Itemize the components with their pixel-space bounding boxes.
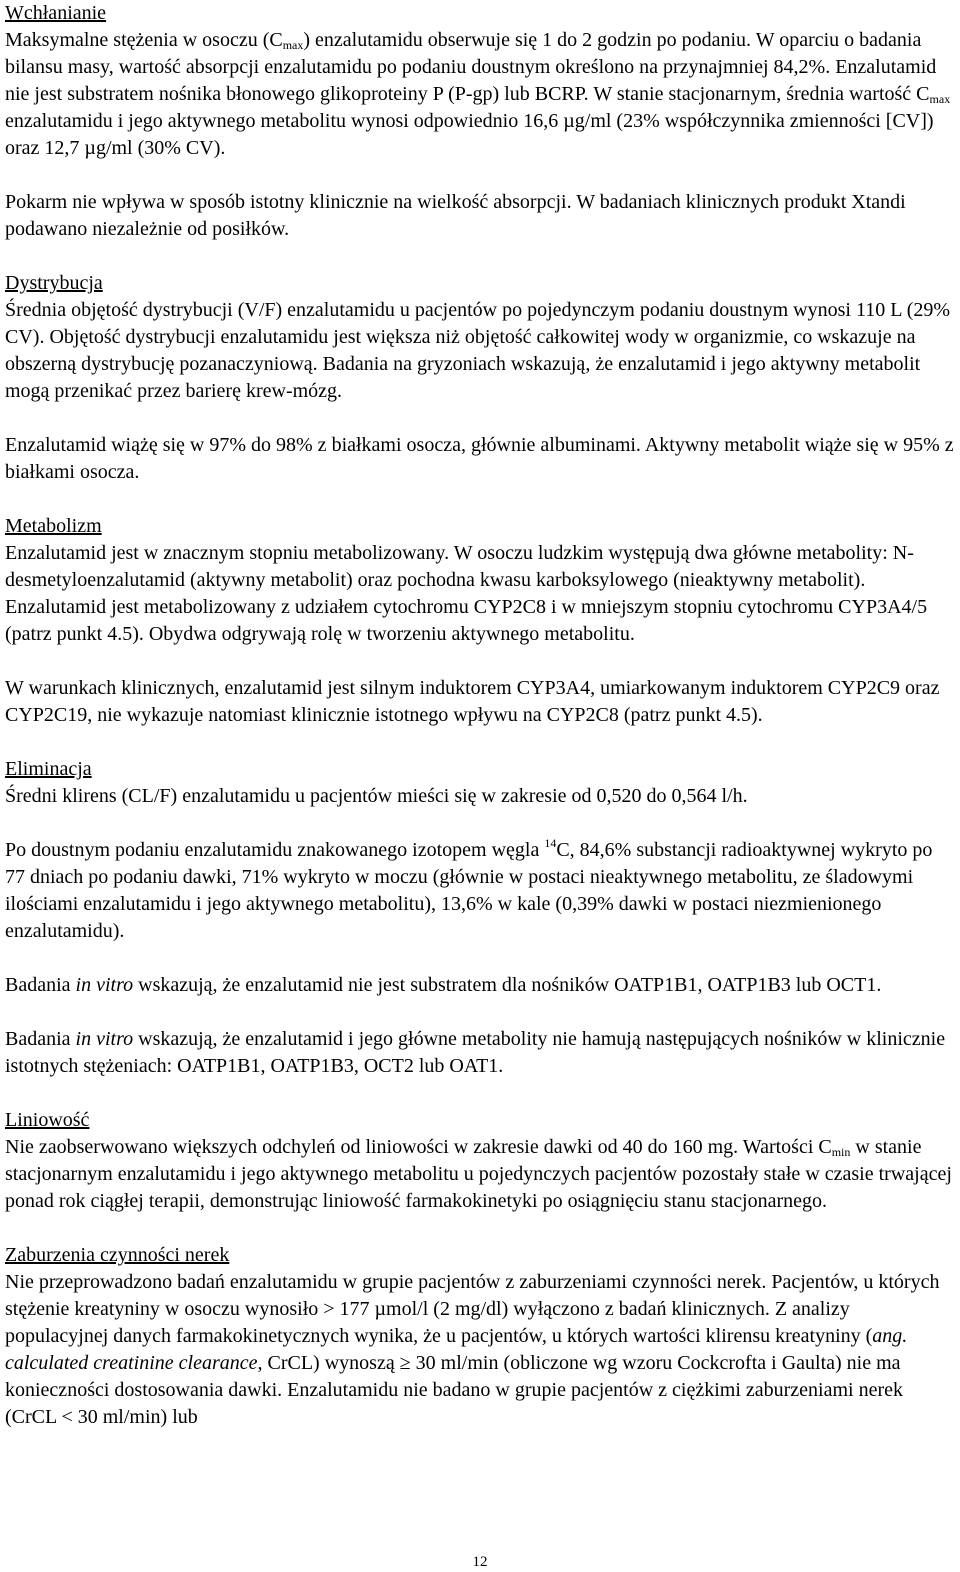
paragraph-elimination-4 bbox=[5, 1026, 955, 1080]
subscript-min: min bbox=[831, 1145, 851, 1159]
text-fragment: Badania bbox=[5, 1028, 76, 1050]
paragraph-gap bbox=[5, 243, 955, 270]
text-fragment: Po doustnym podaniu enzalutamidu znakowanego izotopem węgla bbox=[5, 839, 545, 861]
paragraph-metabolism-1: Enzalutamid jest w znacznym stopniu metabolizowany. W osoczu ludzkim występują dwa główne metabolity: N-desmetyloenzalutamid (aktywny metabolit) oraz pochodna kwasu karboksylowego (nieaktywny metabolit). Enzalutamid jest metabolizowany z udziałem cytochromu CYP2C8 i w mniejszym stopniu cytochromu CYP3A4/5 (patrz punkt 4.5). Obydwa odgrywają rolę w tworzeniu aktywnego metabolitu. bbox=[5, 542, 928, 645]
paragraph-gap bbox=[5, 1215, 955, 1242]
subscript-max: max bbox=[929, 92, 951, 106]
document-page bbox=[5, 0, 955, 1431]
paragraph-absorption-2: Pokarm nie wpływa w sposób istotny klinicznie na wielkość absorpcji. W badaniach klinicznych produkt Xtandi podawano niezależnie od posiłków. bbox=[5, 191, 906, 240]
paragraph-gap bbox=[5, 162, 955, 189]
paragraph-gap bbox=[5, 1080, 955, 1107]
text-fragment: Maksymalne stężenia w osoczu (C bbox=[5, 29, 283, 51]
paragraph-gap bbox=[5, 729, 955, 756]
text-fragment: Badania bbox=[5, 974, 76, 996]
paragraph-elimination-2 bbox=[5, 837, 955, 945]
text-fragment: ) enzalutamidu obserwuje się 1 do 2 godzin po podaniu. W oparciu o badania bilansu masy, wartość absorpcji enzalutamidu po podaniu doustnym określono na przynajmniej 84,2%. Enzalutamid nie jest substratem nośnika błonowego glikoproteiny P (P-gp) lub BCRP. W stanie stacjonarnym, średnia wartość C bbox=[5, 29, 937, 105]
paragraph-gap bbox=[5, 648, 955, 675]
text-fragment: Nie przeprowadzono badań enzalutamidu w grupie pacjentów z zaburzeniami czynności nerek. Pacjentów, u których stężenie kreatyniny w osoczu wynosiło > 177 µmol/l (2 mg/dl) wyłączono z badań klinicznych. Z analizy populacyjnej danych farmakokinetycznych wynika, że u pacjentów, u których wartości klirensu kreatyniny ( bbox=[5, 1271, 940, 1347]
paragraph-metabolism-2: W warunkach klinicznych, enzalutamid jest silnym induktorem CYP3A4, umiarkowanym induktorem CYP2C9 oraz CYP2C19, nie wykazuje natomiast klinicznie istotnego wpływu na CYP2C8 (patrz punkt 4.5). bbox=[5, 677, 940, 726]
page-number: 12 bbox=[472, 1554, 488, 1570]
paragraph-renal-1 bbox=[5, 1269, 955, 1431]
paragraph-distribution-1: Średnia objętość dystrybucji (V/F) enzalutamidu u pacjentów po pojedynczym podaniu doustnym wynosi 110 L (29% CV). Objętość dystrybucji enzalutamidu jest większa niż objętość całkowitej wody w organizmie, co wskazuje na obszerną dystrybucję pozanaczyniową. Badania na gryzoniach wskazują, że enzalutamid i jego aktywny metabolit mogą przenikać przez barierę krew-mózg. bbox=[5, 299, 951, 402]
heading-renal-impairment: Zaburzenia czynności nerek bbox=[5, 1244, 230, 1266]
heading-distribution: Dystrybucja bbox=[5, 272, 103, 294]
paragraph-gap bbox=[5, 810, 955, 837]
italic-term: ang. calculated creatinine clearance bbox=[5, 1325, 908, 1374]
paragraph-linearity-1 bbox=[5, 1134, 955, 1215]
italic-term: in vitro bbox=[75, 974, 134, 996]
paragraph-gap bbox=[5, 945, 955, 972]
text-fragment: Nie zaobserwowano większych odchyleń od liniowości w zakresie dawki od 40 do 160 mg. Wartości C bbox=[5, 1136, 832, 1158]
italic-term: in vitro bbox=[75, 1028, 134, 1050]
text-fragment: w stanie stacjonarnym enzalutamidu i jego aktywnego metabolitu u pojedynczych pacjentów pozostały stałe w czasie trwającej ponad rok ciągłej terapii, demonstrując liniowość farmakokinetyki po osiągnięciu stanu stacjonarnego. bbox=[5, 1136, 952, 1212]
paragraph-absorption-1 bbox=[5, 27, 955, 162]
text-fragment: wskazują, że enzalutamid i jego główne metabolity nie hamują następujących nośników w klinicznie istotnych stężeniach: OATP1B1, OATP1B3, OCT2 lub OAT1. bbox=[5, 1028, 946, 1077]
paragraph-gap bbox=[5, 999, 955, 1026]
text-fragment: C, 84,6% substancji radioaktywnej wykryto po 77 dniach po podaniu dawki, 71% wykryto w moczu (głównie w postaci nieaktywnego metabolitu, ze śladowymi ilościami enzalutamidu i jego aktywnego metabolitu), 13,6% w kale (0,39% dawki w postaci niezmienionego enzalutamidu). bbox=[5, 839, 933, 942]
heading-absorption: Wchłanianie bbox=[5, 2, 107, 24]
paragraph-elimination-3 bbox=[5, 972, 955, 999]
text-fragment: enzalutamidu i jego aktywnego metabolitu wynosi odpowiednio 16,6 µg/ml (23% współczynnika zmienności [CV]) oraz 12,7 µg/ml (30% CV). bbox=[5, 110, 934, 159]
paragraph-distribution-2: Enzalutamid wiążę się w 97% do 98% z białkami osocza, głównie albuminami. Aktywny metabolit wiąże się w 95% z białkami osocza. bbox=[5, 434, 954, 483]
heading-linearity: Liniowość bbox=[5, 1109, 90, 1131]
superscript-isotope: 14 bbox=[544, 836, 557, 850]
paragraph-gap bbox=[5, 486, 955, 513]
paragraph-gap bbox=[5, 405, 955, 432]
text-fragment: wskazują, że enzalutamid nie jest substratem dla nośników OATP1B1, OATP1B3 lub OCT1. bbox=[133, 974, 882, 996]
paragraph-elimination-1: Średni klirens (CL/F) enzalutamidu u pacjentów mieści się w zakresie od 0,520 do 0,564 l/h. bbox=[5, 785, 748, 807]
text-fragment: , CrCL) wynoszą ≥ 30 ml/min (obliczone wg wzoru Cockcrofta i Gaulta) nie ma konieczności dostosowania dawki. Enzalutamidu nie badano w grupie pacjentów z ciężkimi zaburzeniami nerek (CrCL < 30 ml/min) lub bbox=[5, 1352, 904, 1428]
subscript-max: max bbox=[282, 38, 304, 52]
heading-elimination: Eliminacja bbox=[5, 758, 92, 780]
heading-metabolism: Metabolizm bbox=[5, 515, 102, 537]
